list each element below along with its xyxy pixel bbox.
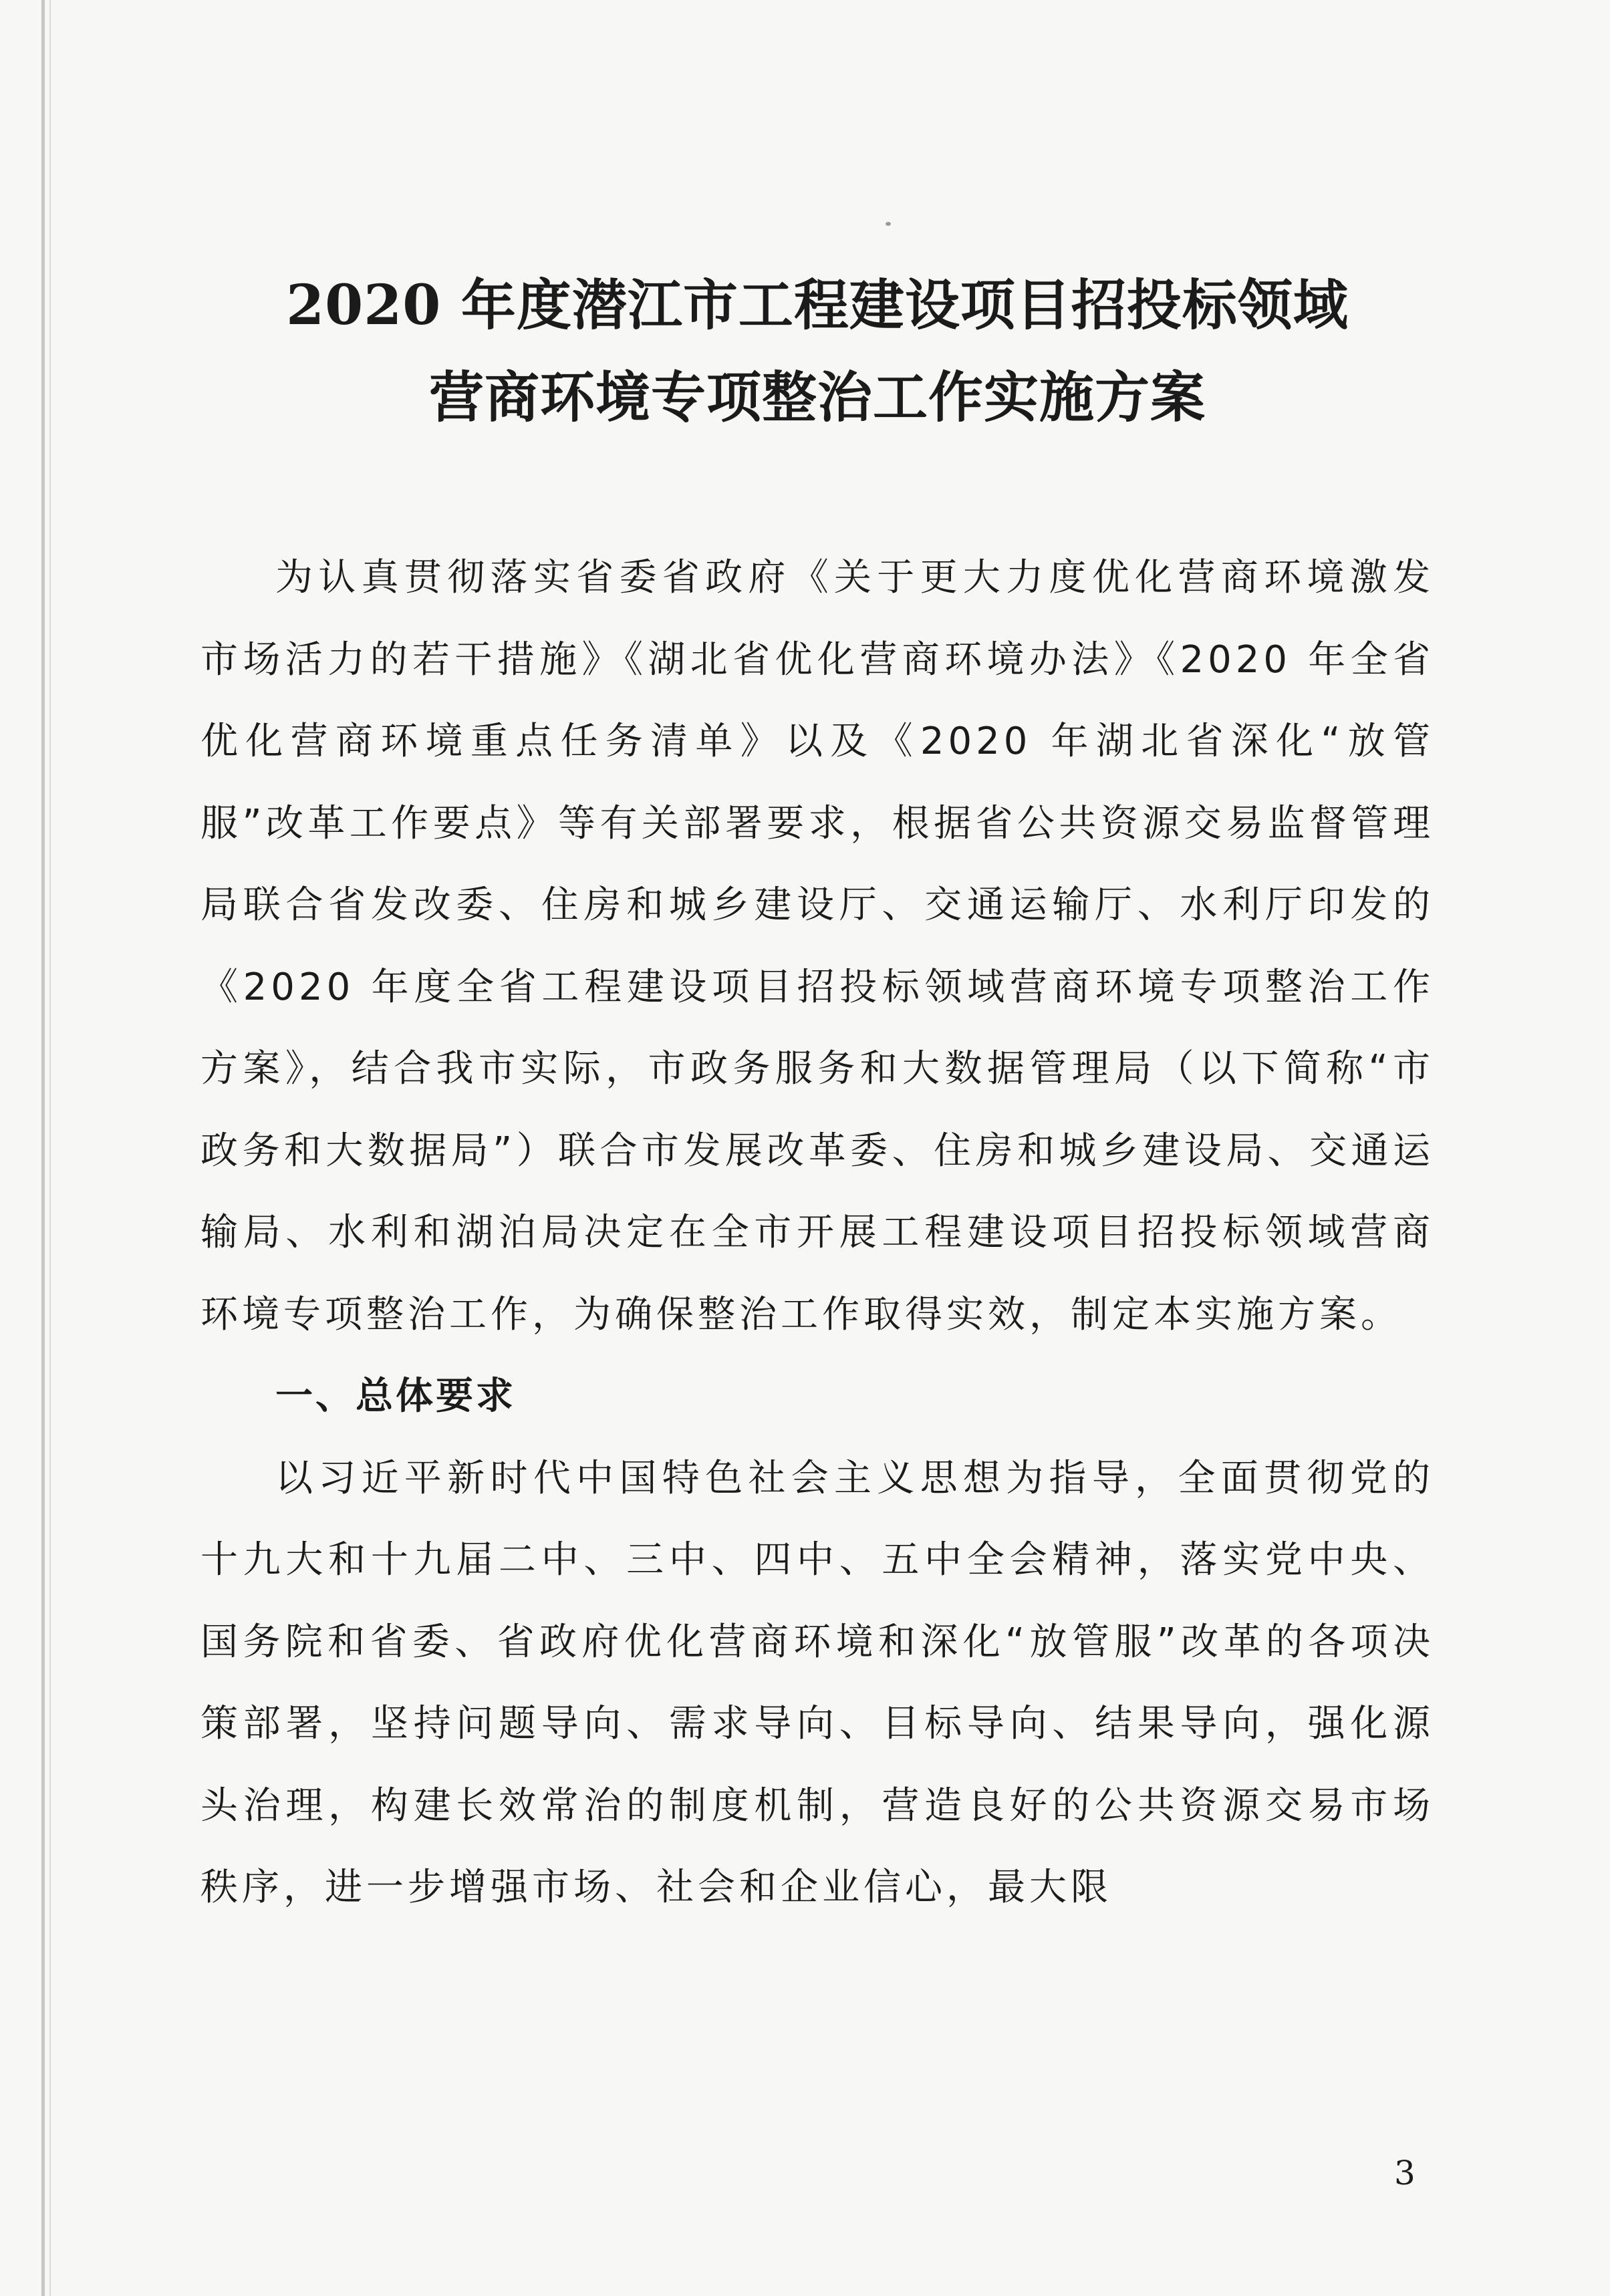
section-heading: 一、总体要求	[275, 1375, 516, 1418]
scan-speck	[886, 222, 891, 226]
intro-paragraph: 为认真贯彻落实省委省政府《关于更大力度优化营商环境激发市场活力的若干措施》《湖北省优化营商环境办法》《2020 年全省优化营商环境重点任务清单》以及《2020 年湖北省深化“放管服”改革工作要点》等有关部署要求，根据省公共资源交易监督管理局联合省发改委、住房和城乡建设厅、交通运输厅、水利厅印发的《2020 年度全省工程建设项目招投标领域营商环境专项整治工作方案》，结合我市实际，市政务服务和大数据管理局（以下简称“市政务和大数据局”）联合市发展改革委、住房和城乡建设局、交通运输局、水利和湖泊局决定在全市开展工程建设项目招投标领域营商环境专项整治工作，为确保整治工作取得实效，制定本实施方案。	[200, 556, 1434, 1336]
document-title	[200, 259, 1434, 444]
scan-margin-shadow	[41, 0, 45, 2296]
page-number: 3	[1394, 2154, 1416, 2192]
scan-margin-line	[49, 0, 51, 2296]
title-line-2: 营商环境专项整治工作实施方案	[428, 366, 1206, 430]
title-line-1: 2020 年度潜江市工程建设项目招投标领域	[286, 273, 1349, 337]
document-page	[200, 259, 1434, 1929]
document-body	[200, 537, 1434, 1929]
section-paragraph: 以习近平新时代中国特色社会主义思想为指导，全面贯彻党的十九大和十九届二中、三中、四中、五中全会精神，落实党中央、国务院和省委、省政府优化营商环境和深化“放管服”改革的各项决策部署，坚持问题导向、需求导向、目标导向、结果导向，强化源头治理，构建长效常治的制度机制，营造良好的公共资源交易市场秩序，进一步增强市场、社会和企业信心，最大限	[200, 1456, 1434, 1909]
